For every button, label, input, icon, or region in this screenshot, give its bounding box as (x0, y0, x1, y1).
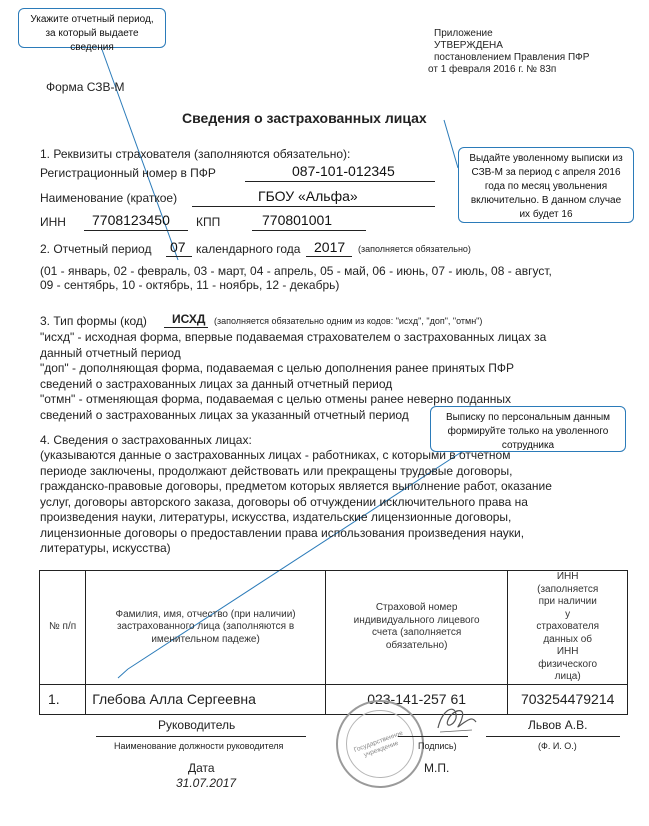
reg-number-value: 087-101-012345 (292, 163, 395, 179)
reg-number-underline (245, 181, 435, 182)
mp-label: М.П. (424, 761, 450, 775)
period-label: 2. Отчетный период (40, 242, 152, 256)
section4-heading: 4. Сведения о застрахованных лицах: (40, 433, 252, 447)
header-fullname: Фамилия, имя, отчество (при наличии) застрахованного лица (заполняются в именительном падеже) (86, 571, 326, 685)
section1-heading: 1. Реквизиты страхователя (заполняются обязательно): (40, 147, 351, 161)
date-value: 31.07.2017 (176, 776, 237, 790)
name-caption: (Ф. И. О.) (538, 741, 577, 751)
table-row (40, 684, 628, 714)
period-month: 07 (170, 239, 186, 255)
cell-fullname: Глебова Алла Сергеевна (86, 684, 326, 714)
org-name-label: Наименование (краткое) (40, 191, 178, 205)
org-name-underline (192, 206, 435, 207)
header-number: № п/п (40, 571, 86, 685)
header-snils: Страховой номер индивидуального лицевого счета (заполняется обязательно) (325, 571, 507, 685)
approval-line3: постановлением Правления ПФР (434, 52, 590, 63)
handwritten-signature (432, 700, 482, 736)
period-note: (заполняется обязательно) (358, 244, 471, 254)
inn-label: ИНН (40, 215, 66, 229)
form-type-note: (заполняется обязательно одним из кодов: "исхд", "доп", "отмн") (214, 316, 483, 326)
months-line2: 09 - сентябрь, 10 - октябрь, 11 - ноябрь, 12 - декабрь) (40, 278, 340, 292)
form-name: Форма СЗВ-М (46, 80, 125, 94)
period-year: 2017 (314, 239, 346, 255)
approval-line4: от 1 февраля 2016 г. № 83п (428, 64, 557, 75)
inn-underline (84, 230, 188, 231)
months-line1: (01 - январь, 02 - февраль, 03 - март, 04 - апрель, 05 - май, 06 - июнь, 07 - июль, 08 - август, (40, 264, 552, 278)
insured-persons-table (39, 570, 628, 715)
kpp-label: КПП (196, 215, 221, 229)
position-caption: Наименование должности руководителя (114, 741, 284, 751)
kpp-underline (252, 230, 366, 231)
signature-caption: Подпись) (418, 741, 457, 751)
page-title: Сведения о застрахованных лицах (182, 110, 427, 126)
cell-inn: 703254479214 (508, 684, 628, 714)
position-underline (96, 736, 306, 737)
date-label: Дата (188, 761, 215, 775)
signatory-name: Львов А.В. (528, 718, 588, 732)
name-underline (486, 736, 620, 737)
org-name-value: ГБОУ «Альфа» (258, 188, 358, 204)
form-type-label: 3. Тип формы (код) (40, 314, 147, 328)
section4-description: (указываются данные о застрахованных лицах - работниках, с которыми в отчетном периоде заключены, продолжают действовать или прекращены трудовые договоры, гражданско-правовые договоры, предметом которых является выполнение работ, оказание услуг, договоры авторского заказа, договоры об отчуждении исключительного права на произведения науки, литературы, искусства, издательские лицензионные договоры, лицензионные договоры о предоставлении права использования произведения науки, литературы, искусства) (40, 448, 552, 555)
callout-period: Укажите отчетный период, за который выдаете сведения (18, 8, 166, 48)
form-type-underline (164, 327, 208, 328)
kpp-value: 770801001 (262, 212, 333, 228)
form-types-description: "исхд" - исходная форма, впервые подаваемая страхователем о застрахованных лицах за данный отчетный период "доп" - дополняющая форма, подаваемая с целью дополнения ранее принятых ПФР сведений о застрахованных лицах за данный отчетный период "отмн" - отменяющая форма, подаваемая с целью отмены ранее неверно поданных сведений о застрахованных лицах за указанный отчетный период (40, 330, 547, 422)
reg-number-label: Регистрационный номер в ПФР (40, 166, 216, 180)
callout-personal: Выписку по персональным данным формируйте только на уволенного сотрудника (430, 406, 626, 452)
cell-number: 1. (40, 684, 86, 714)
header-inn: ИНН (заполняется при наличии у страхователя данных об ИНН физического лица) (508, 571, 628, 685)
year-label: календарного года (196, 242, 301, 256)
inn-value: 7708123450 (92, 212, 170, 228)
cell-snils: 023-141-257 61 (325, 684, 507, 714)
approval-line1: Приложение (434, 28, 493, 39)
signature-underline (398, 736, 468, 737)
table-header-row (40, 571, 628, 685)
approval-line2: УТВЕРЖДЕНА (434, 40, 503, 51)
signatory-position: Руководитель (158, 718, 236, 732)
period-month-underline (166, 256, 192, 257)
callout-fired: Выдайте уволенному выписки из СЗВ-М за период с апреля 2016 года по месяц увольнения включительно. В данном случае их будет 16 (458, 147, 634, 223)
official-stamp: Государственное учреждение (336, 700, 424, 788)
form-type-code: ИСХД (172, 312, 206, 326)
period-year-underline (306, 256, 352, 257)
